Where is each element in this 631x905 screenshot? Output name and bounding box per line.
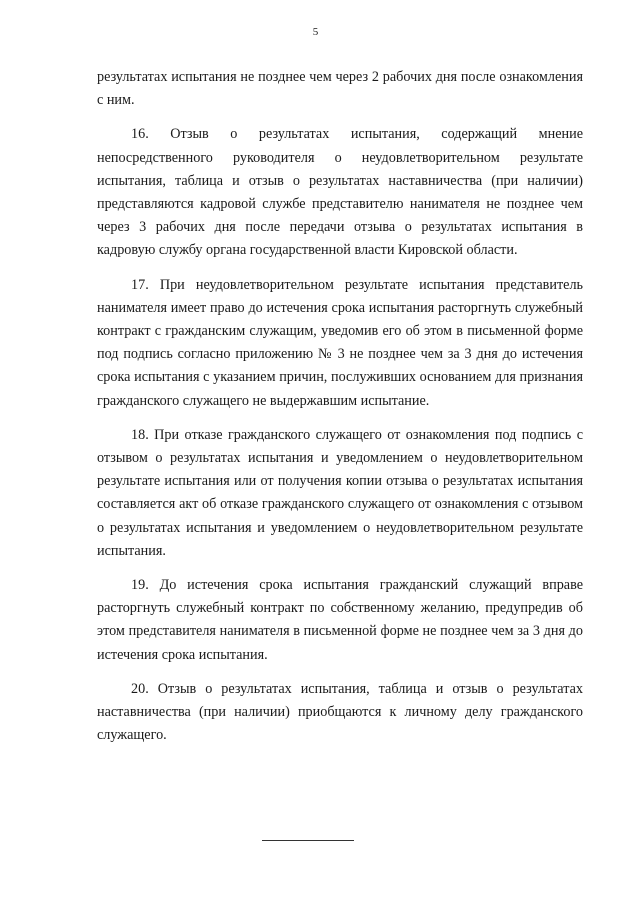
paragraph-continuation: результатах испытания не позднее чем через 2 рабочих дня после ознакомления с ним. <box>97 69 583 109</box>
document-body <box>97 66 583 747</box>
paragraph-19: 19. До истечения срока испытания гражданский служащий вправе расторгнуть служебный контракт по собственному желанию, предупредив об этом представителя нанимателя в письменной форме не позднее чем за 3 дня до истечения срока испытания. <box>97 577 583 663</box>
paragraph-17: 17. При неудовлетворительном результате испытания представитель нанимателя имеет право до истечения срока испытания расторгнуть служебный контракт с гражданским служащим, уведомив его об этом в письменной форме под подпись согласно приложению № 3 не позднее чем за 3 дня до истечения срока испытания с указанием причин, послуживших основанием для признания гражданского служащего не выдержавшим испытание. <box>97 276 583 409</box>
end-of-document-rule <box>262 840 354 841</box>
page-number: 5 <box>312 26 319 38</box>
paragraph-16: 16. Отзыв о результатах испытания, содержащий мнение непосредственного руководителя о неудовлетворительном результате испытания, таблица и отзыв о результатах наставничества (при наличии) представляются кадровой службе представителю нанимателя не позднее чем через 3 рабочих дня после передачи отзыва о результатах испытания в кадровую службу органа государственной власти Кировской области. <box>97 126 583 259</box>
paragraph-18: 18. При отказе гражданского служащего от ознакомления под подпись с отзывом о результатах испытания и уведомлением о неудовлетворительном результате испытания или от получения копии отзыва о результатах испытания составляется акт об отказе гражданского служащего от ознакомления с отзывом о результатах испытания и уведомлением о неудовлетворительном результате испытания. <box>97 426 583 559</box>
paragraph-20: 20. Отзыв о результатах испытания, таблица и отзыв о результатах наставничества (при наличии) приобщаются к личному делу гражданского служащего. <box>97 680 583 744</box>
